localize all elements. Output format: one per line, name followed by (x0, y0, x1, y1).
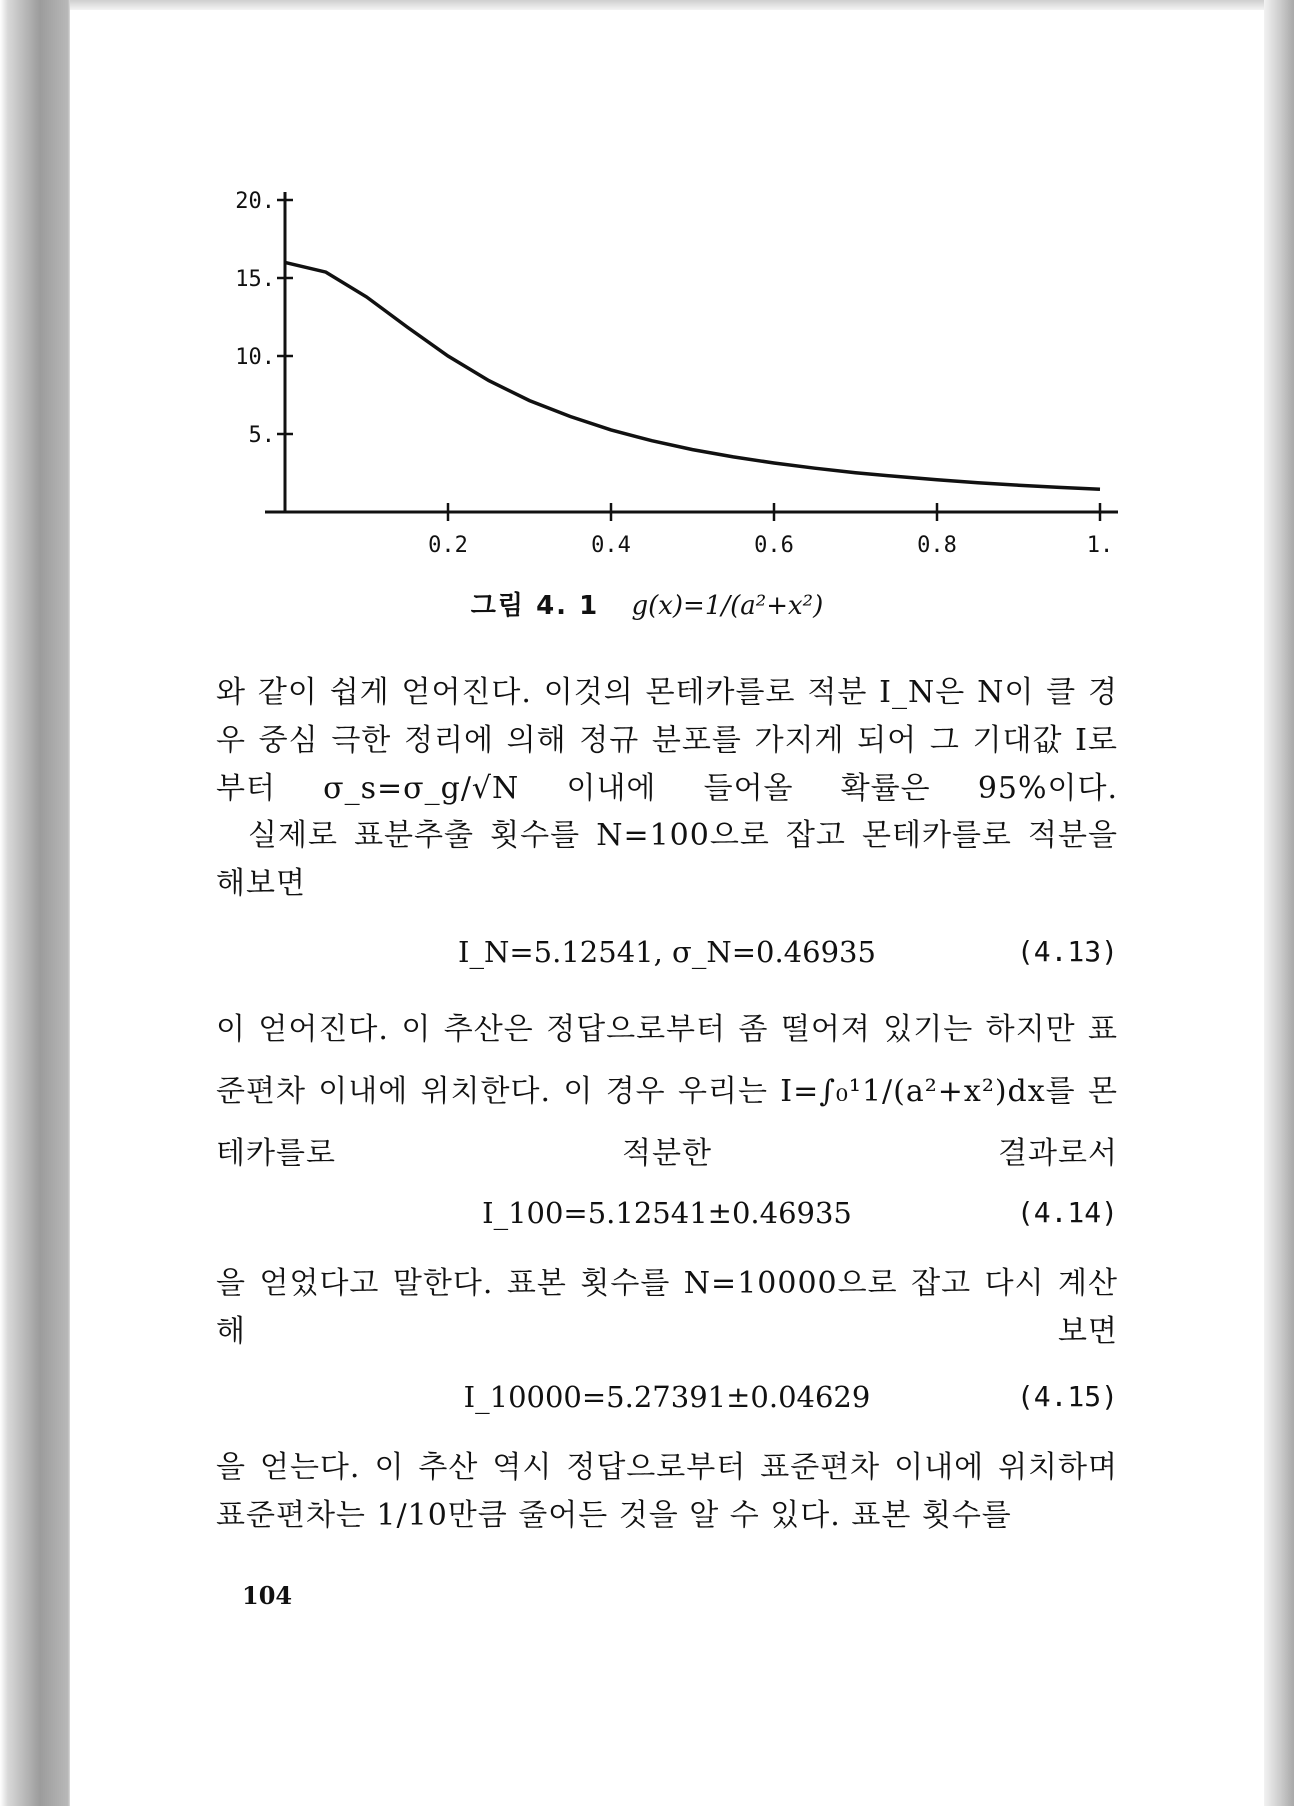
figure-4-1-plot (0, 0, 1294, 560)
y-tick-label: 5. (248, 423, 275, 448)
figure-label: 그림 4. 1 (470, 591, 600, 621)
y-tick-label: 10. (235, 345, 275, 370)
equation-number: (4.13) (1016, 935, 1118, 968)
equation-4-14 (216, 1196, 1118, 1240)
x-tick-label: 0.4 (591, 533, 631, 558)
plot-curve (285, 262, 1100, 489)
x-tick-label: 0.8 (917, 533, 957, 558)
x-tick-label: 0.6 (754, 533, 794, 558)
equation-number: (4.15) (1016, 1380, 1118, 1413)
figure-caption (0, 585, 1294, 622)
equation-4-13 (216, 935, 1118, 979)
page-number: 104 (242, 1581, 293, 1610)
equation-number: (4.14) (1016, 1196, 1118, 1229)
equation-body: I_N=5.12541, σ_N=0.46935 (458, 935, 876, 969)
y-tick-label: 20. (235, 189, 275, 214)
equation-4-15 (216, 1380, 1118, 1424)
paragraph-1: 와 같이 쉽게 얻어진다. 이것의 몬테카를로 적분 I_N은 N이 클 경우 중심 극한 정리에 의해 정규 분포를 가지게 되어 그 기대값 I로부터 σ_s=σ_g/√N 이내에 들어올 확률은 95%이다. (216, 675, 1118, 806)
figure-formula: g(x)=1/(a²+x²) (631, 591, 824, 621)
y-tick-label: 15. (235, 267, 275, 292)
paragraph-3: 이 얻어진다. 이 추산은 정답으로부터 좀 떨어져 있기는 하지만 표준편차 이내에 위치한다. 이 경우 우리는 I=∫₀¹1/(a²+x²)dx를 몬테카를로 적분한 결과로서 (216, 1012, 1118, 1171)
paragraph-2: 실제로 표분추출 횟수를 N=100으로 잡고 몬테카를로 적분을 해보면 (216, 818, 1118, 901)
equation-body: I_100=5.12541±0.46935 (482, 1196, 852, 1230)
x-tick-label: 1. (1086, 533, 1114, 558)
paragraph-5: 을 얻는다. 이 추산 역시 정답으로부터 표준편차 이내에 위치하며 표준편차는 1/10만큼 줄어든 것을 알 수 있다. 표본 횟수를 (216, 1450, 1118, 1533)
x-tick-label: 0.2 (428, 533, 468, 558)
paragraph-4: 을 얻었다고 말한다. 표본 횟수를 N=10000으로 잡고 다시 계산해 보면 (216, 1266, 1118, 1349)
plot-axes (265, 192, 1118, 512)
equation-body: I_10000=5.27391±0.04629 (463, 1380, 871, 1414)
